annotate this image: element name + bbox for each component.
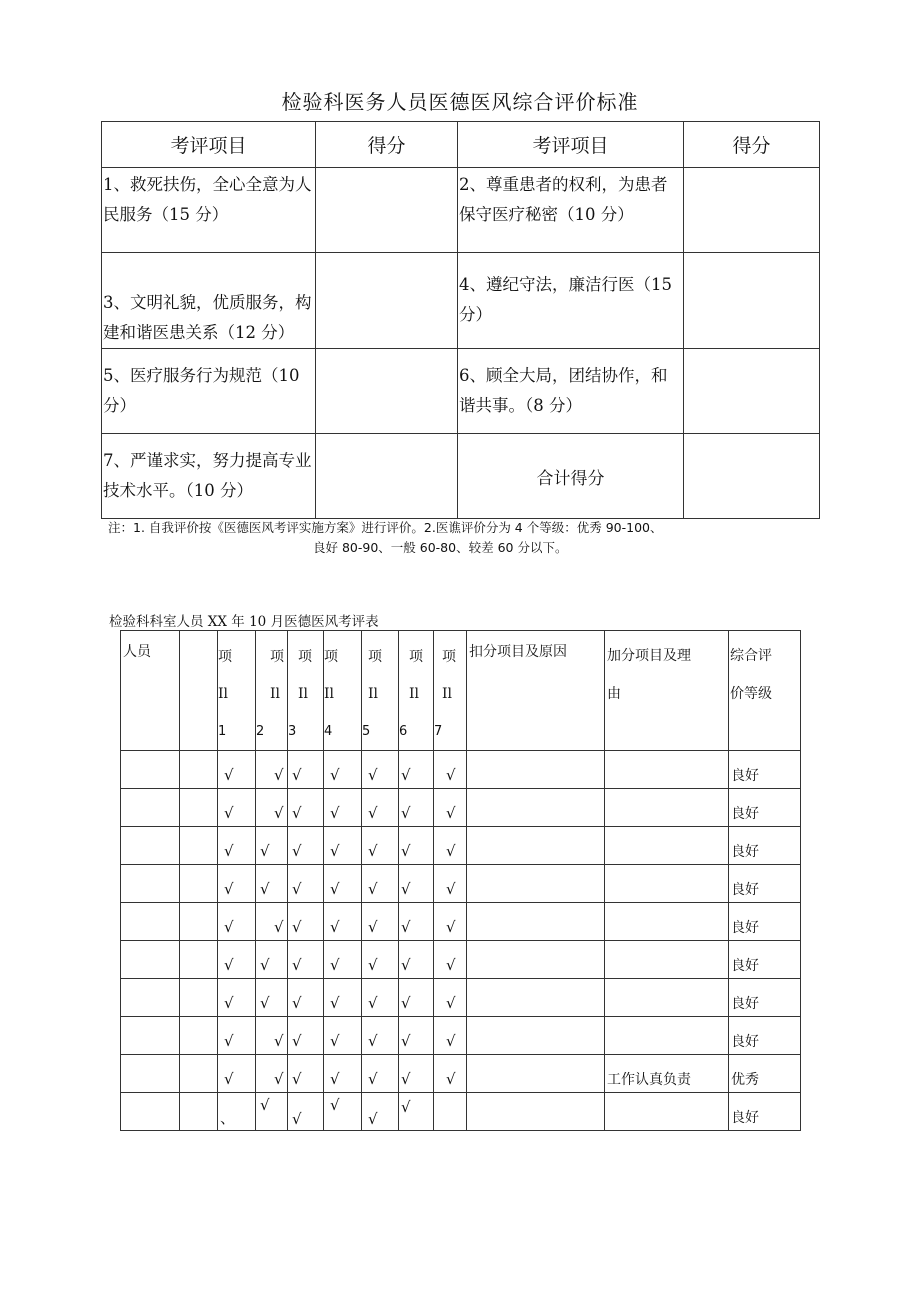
table-row [121, 979, 801, 1017]
item-check-cell[interactable] [218, 751, 256, 789]
criterion-cell: 1、救死扶伤，全心全意为人民服务（15 分） [102, 168, 316, 253]
header-grade-line-1: 综合评 [730, 648, 772, 664]
item-check-cell[interactable] [288, 979, 324, 1017]
note-line-1: 注：1. 自我评价按《医德医风考评实施方案》进行评价。2.医谯评价分为 4 个等级：优秀 90-100、 [108, 520, 663, 535]
check-mark: √ [446, 766, 456, 784]
check-mark: √ [260, 1096, 270, 1114]
check-mark: √ [330, 1032, 340, 1050]
item-check-cell[interactable] [362, 903, 399, 941]
header-score: 得分 [684, 122, 820, 168]
blank-cell[interactable] [180, 941, 218, 979]
item-header-number: 7 [434, 724, 443, 739]
header-person-label: 人员 [123, 644, 151, 660]
item-check-cell[interactable] [218, 1093, 256, 1131]
header-deduct-label: 扣分项目及原因 [469, 644, 567, 660]
deduct-reason-cell[interactable] [467, 789, 605, 827]
table-row [121, 1093, 801, 1131]
deduct-reason-cell[interactable] [467, 865, 605, 903]
grade-cell[interactable] [729, 1017, 801, 1055]
deduct-reason-cell[interactable] [467, 941, 605, 979]
item-check-cell[interactable] [362, 789, 399, 827]
item-check-cell[interactable] [256, 979, 288, 1017]
item-check-cell[interactable] [362, 979, 399, 1017]
check-mark: √ [368, 956, 378, 974]
item-header-char: 项 [324, 649, 338, 665]
check-mark: √ [368, 842, 378, 860]
item-check-cell[interactable] [324, 979, 362, 1017]
item-check-cell[interactable] [288, 903, 324, 941]
item-check-cell[interactable] [288, 1093, 324, 1131]
blank-cell[interactable] [180, 827, 218, 865]
check-mark: √ [292, 842, 302, 860]
grade-cell[interactable] [729, 865, 801, 903]
criterion-cell: 2、尊重患者的权利，为患者保守医疗秘密（10 分） [458, 168, 684, 253]
check-mark: √ [446, 1032, 456, 1050]
score-cell[interactable] [684, 253, 820, 349]
table-row [102, 349, 820, 434]
item-check-cell[interactable] [434, 903, 467, 941]
item-check-cell[interactable] [218, 789, 256, 827]
item-check-cell[interactable] [324, 789, 362, 827]
item-check-cell[interactable] [218, 979, 256, 1017]
header-person [121, 631, 180, 751]
item-check-cell[interactable] [256, 903, 288, 941]
item-check-cell[interactable] [288, 865, 324, 903]
item-check-cell[interactable] [218, 827, 256, 865]
item-check-cell[interactable] [256, 941, 288, 979]
check-mark: √ [274, 804, 284, 822]
monthly-evaluation-table [120, 630, 801, 1131]
item-header-char: 项 [442, 649, 456, 665]
add-reason-cell[interactable] [605, 865, 729, 903]
check-mark: √ [368, 1032, 378, 1050]
check-mark: √ [292, 956, 302, 974]
add-reason-cell[interactable] [605, 1093, 729, 1131]
item-check-cell[interactable] [256, 865, 288, 903]
item-check-cell[interactable] [399, 789, 434, 827]
check-mark: √ [224, 956, 234, 974]
blank-cell[interactable] [180, 1055, 218, 1093]
item-header-mark: Il [298, 686, 309, 702]
check-mark: 、 [220, 1109, 236, 1127]
criterion-cell: 7、严谨求实，努力提高专业技术水平。（10 分） [102, 434, 316, 519]
grade-text: 良好 [731, 844, 759, 860]
item-check-cell[interactable] [362, 827, 399, 865]
check-mark: √ [224, 766, 234, 784]
item-check-cell[interactable] [288, 751, 324, 789]
item-check-cell[interactable] [399, 1093, 434, 1131]
item-check-cell[interactable] [434, 865, 467, 903]
check-mark: √ [401, 918, 411, 936]
check-mark: √ [274, 918, 284, 936]
table-row [121, 941, 801, 979]
blank-cell[interactable] [180, 1093, 218, 1131]
check-mark: √ [401, 766, 411, 784]
deduct-reason-cell[interactable] [467, 827, 605, 865]
deduct-reason-cell[interactable] [467, 1055, 605, 1093]
check-mark: √ [330, 1096, 340, 1114]
check-mark: √ [260, 956, 270, 974]
grade-cell[interactable] [729, 941, 801, 979]
deduct-reason-cell[interactable] [467, 751, 605, 789]
item-check-cell[interactable] [288, 1055, 324, 1093]
item-check-cell[interactable] [362, 941, 399, 979]
grade-cell[interactable] [729, 1093, 801, 1131]
check-mark: √ [274, 1032, 284, 1050]
table-row [102, 253, 820, 349]
grade-cell[interactable] [729, 979, 801, 1017]
check-mark: √ [330, 1070, 340, 1088]
total-score-label: 合计得分 [458, 434, 684, 519]
item-check-cell[interactable] [288, 1017, 324, 1055]
item-header-char: 项 [270, 649, 284, 665]
item-check-cell[interactable] [399, 903, 434, 941]
header-item-3 [288, 631, 324, 751]
add-reason-cell[interactable] [605, 789, 729, 827]
item-check-cell[interactable] [399, 865, 434, 903]
criterion-cell: 5、医疗服务行为规范（10分） [102, 349, 316, 434]
header-item-6 [399, 631, 434, 751]
item-check-cell[interactable] [288, 941, 324, 979]
deduct-reason-cell[interactable] [467, 903, 605, 941]
header-add [605, 631, 729, 751]
item-header-number: 5 [362, 724, 371, 739]
check-mark: √ [401, 1070, 411, 1088]
score-cell[interactable] [316, 253, 458, 349]
item-check-cell[interactable] [362, 1055, 399, 1093]
item-check-cell[interactable] [362, 1093, 399, 1131]
criterion-cell: 3、文明礼貌，优质服务，构建和谐医患关系（12 分） [102, 253, 316, 349]
item-check-cell[interactable] [256, 789, 288, 827]
grade-text: 良好 [731, 1110, 759, 1126]
check-mark: √ [292, 918, 302, 936]
page-title: 检验科医务人员医德医风综合评价标准 [281, 90, 639, 114]
score-cell[interactable] [316, 349, 458, 434]
item-check-cell[interactable] [434, 827, 467, 865]
item-check-cell[interactable] [256, 1017, 288, 1055]
add-reason-text: 工作认真负责 [607, 1072, 691, 1088]
check-mark: √ [330, 804, 340, 822]
person-cell[interactable] [121, 751, 180, 789]
check-mark: √ [368, 918, 378, 936]
person-cell[interactable] [121, 865, 180, 903]
check-mark: √ [368, 880, 378, 898]
grade-cell[interactable] [729, 1055, 801, 1093]
check-mark: √ [224, 918, 234, 936]
item-check-cell[interactable] [218, 903, 256, 941]
check-mark: √ [224, 804, 234, 822]
person-cell[interactable] [121, 1093, 180, 1131]
check-mark: √ [401, 1032, 411, 1050]
header-score: 得分 [316, 122, 458, 168]
check-mark: √ [274, 1070, 284, 1088]
item-check-cell[interactable] [218, 1017, 256, 1055]
grade-text: 良好 [731, 958, 759, 974]
header-item-2 [256, 631, 288, 751]
item-check-cell[interactable] [324, 1017, 362, 1055]
table-header-row [102, 122, 820, 168]
header-add-line-1: 加分项目及理 [607, 648, 691, 664]
item-header-mark: Il [270, 686, 281, 702]
score-cell[interactable] [316, 434, 458, 519]
item-header-mark: Il [218, 686, 229, 702]
item-header-number: 3 [288, 724, 297, 739]
table-row [121, 1055, 801, 1093]
check-mark: √ [260, 842, 270, 860]
item-header-number: 6 [399, 724, 408, 739]
grade-text: 优秀 [731, 1072, 759, 1088]
grade-text: 良好 [731, 1034, 759, 1050]
check-mark: √ [401, 994, 411, 1012]
check-mark: √ [446, 842, 456, 860]
item-header-mark: Il [409, 686, 420, 702]
table-row [102, 434, 820, 519]
criterion-cell: 6、顾全大局，团结协作，和谐共事。（8 分） [458, 349, 684, 434]
grade-cell[interactable] [729, 903, 801, 941]
person-cell[interactable] [121, 979, 180, 1017]
note-line-2: 良好 80-90、一般 60-80、较差 60 分以下。 [313, 540, 568, 555]
deduct-reason-cell[interactable] [467, 1093, 605, 1131]
item-check-cell[interactable] [399, 1017, 434, 1055]
check-mark: √ [330, 956, 340, 974]
item-check-cell[interactable] [256, 751, 288, 789]
item-check-cell[interactable] [362, 865, 399, 903]
blank-cell[interactable] [180, 903, 218, 941]
check-mark: √ [446, 994, 456, 1012]
item-check-cell[interactable] [399, 751, 434, 789]
table-row [121, 789, 801, 827]
add-reason-cell[interactable] [605, 941, 729, 979]
check-mark: √ [224, 1032, 234, 1050]
blank-cell[interactable] [180, 751, 218, 789]
item-check-cell[interactable] [434, 979, 467, 1017]
item-check-cell[interactable] [324, 1055, 362, 1093]
header-blank [180, 631, 218, 751]
item-check-cell[interactable] [324, 827, 362, 865]
add-reason-cell[interactable] [605, 979, 729, 1017]
header-add-line-2: 由 [607, 686, 621, 702]
person-cell[interactable] [121, 789, 180, 827]
item-check-cell[interactable] [434, 751, 467, 789]
item-check-cell[interactable] [434, 1055, 467, 1093]
score-cell[interactable] [316, 168, 458, 253]
check-mark: √ [292, 1110, 302, 1128]
person-cell[interactable] [121, 1017, 180, 1055]
item-check-cell[interactable] [399, 827, 434, 865]
check-mark: √ [330, 880, 340, 898]
person-cell[interactable] [121, 941, 180, 979]
item-check-cell[interactable] [434, 1093, 467, 1131]
score-cell[interactable] [684, 168, 820, 253]
check-mark: √ [292, 1070, 302, 1088]
note [108, 518, 808, 558]
check-mark: √ [401, 804, 411, 822]
check-mark: √ [368, 1070, 378, 1088]
grade-cell[interactable] [729, 827, 801, 865]
blank-cell[interactable] [180, 865, 218, 903]
item-check-cell[interactable] [218, 1055, 256, 1093]
item-check-cell[interactable] [434, 941, 467, 979]
check-mark: √ [224, 994, 234, 1012]
check-mark: √ [368, 804, 378, 822]
check-mark: √ [401, 1098, 411, 1116]
check-mark: √ [401, 842, 411, 860]
check-mark: √ [446, 880, 456, 898]
item-check-cell[interactable] [324, 865, 362, 903]
item-check-cell[interactable] [218, 941, 256, 979]
item-check-cell[interactable] [256, 827, 288, 865]
add-reason-cell[interactable] [605, 903, 729, 941]
grade-cell[interactable] [729, 789, 801, 827]
check-mark: √ [292, 994, 302, 1012]
item-check-cell[interactable] [362, 1017, 399, 1055]
add-reason-cell[interactable] [605, 751, 729, 789]
add-reason-cell[interactable] [605, 1017, 729, 1055]
table-row [121, 751, 801, 789]
person-cell[interactable] [121, 1055, 180, 1093]
check-mark: √ [368, 1110, 378, 1128]
check-mark: √ [330, 766, 340, 784]
item-check-cell[interactable] [399, 1055, 434, 1093]
item-header-char: 项 [368, 649, 382, 665]
item-check-cell[interactable] [324, 941, 362, 979]
add-reason-cell[interactable] [605, 827, 729, 865]
check-mark: √ [401, 880, 411, 898]
check-mark: √ [330, 842, 340, 860]
check-mark: √ [368, 766, 378, 784]
item-header-number: 2 [256, 724, 265, 739]
item-check-cell[interactable] [288, 827, 324, 865]
header-item-1 [218, 631, 256, 751]
item-check-cell[interactable] [324, 751, 362, 789]
item-header-char: 项 [218, 649, 232, 665]
check-mark: √ [446, 1070, 456, 1088]
evaluation-standard-table [101, 121, 820, 519]
item-check-cell[interactable] [399, 941, 434, 979]
check-mark: √ [330, 994, 340, 1012]
grade-text: 良好 [731, 806, 759, 822]
check-mark: √ [446, 918, 456, 936]
header-item-4 [324, 631, 362, 751]
check-mark: √ [224, 880, 234, 898]
item-header-mark: Il [324, 686, 335, 702]
blank-cell[interactable] [180, 1017, 218, 1055]
deduct-reason-cell[interactable] [467, 979, 605, 1017]
item-check-cell[interactable] [324, 903, 362, 941]
item-header-mark: Il [368, 686, 379, 702]
blank-cell[interactable] [180, 979, 218, 1017]
table-row [121, 903, 801, 941]
check-mark: √ [330, 918, 340, 936]
header-item-7 [434, 631, 467, 751]
item-check-cell[interactable] [434, 789, 467, 827]
header-grade-line-2: 价等级 [730, 686, 772, 702]
grade-text: 良好 [731, 996, 759, 1012]
table2-title: 检验科科室人员 XX 年 10 月医德医风考评表 [109, 614, 379, 630]
grade-text: 良好 [731, 768, 759, 784]
item-check-cell[interactable] [362, 751, 399, 789]
person-cell[interactable] [121, 827, 180, 865]
check-mark: √ [292, 804, 302, 822]
add-reason-cell[interactable] [605, 1055, 729, 1093]
criterion-cell: 4、遵纪守法，廉洁行医（15分） [458, 253, 684, 349]
grade-text: 良好 [731, 920, 759, 936]
header-item: 考评项目 [102, 122, 316, 168]
score-cell[interactable] [684, 349, 820, 434]
header-grade [729, 631, 801, 751]
header-item: 考评项目 [458, 122, 684, 168]
grade-text: 良好 [731, 882, 759, 898]
blank-cell[interactable] [180, 789, 218, 827]
item-header-number: 4 [324, 724, 333, 739]
item-check-cell[interactable] [256, 1093, 288, 1131]
item-check-cell[interactable] [218, 865, 256, 903]
check-mark: √ [368, 994, 378, 1012]
person-cell[interactable] [121, 903, 180, 941]
item-header-mark: Il [442, 686, 453, 702]
check-mark: √ [224, 842, 234, 860]
item-check-cell[interactable] [399, 979, 434, 1017]
item-check-cell[interactable] [256, 1055, 288, 1093]
check-mark: √ [292, 880, 302, 898]
total-score-cell[interactable] [684, 434, 820, 519]
header-deduct [467, 631, 605, 751]
item-check-cell[interactable] [434, 1017, 467, 1055]
check-mark: √ [260, 994, 270, 1012]
check-mark: √ [260, 880, 270, 898]
table-row [121, 1017, 801, 1055]
item-check-cell[interactable] [324, 1093, 362, 1131]
item-header-char: 项 [409, 649, 423, 665]
table-row [121, 865, 801, 903]
table-row [121, 827, 801, 865]
check-mark: √ [292, 766, 302, 784]
grade-cell[interactable] [729, 751, 801, 789]
table-row [102, 168, 820, 253]
item-check-cell[interactable] [288, 789, 324, 827]
table-header-row [121, 631, 801, 751]
check-mark: √ [446, 956, 456, 974]
deduct-reason-cell[interactable] [467, 1017, 605, 1055]
item-header-char: 项 [298, 649, 312, 665]
header-item-5 [362, 631, 399, 751]
check-mark: √ [446, 804, 456, 822]
check-mark: √ [274, 766, 284, 784]
check-mark: √ [224, 1070, 234, 1088]
check-mark: √ [401, 956, 411, 974]
item-header-number: 1 [218, 724, 227, 739]
check-mark: √ [292, 1032, 302, 1050]
